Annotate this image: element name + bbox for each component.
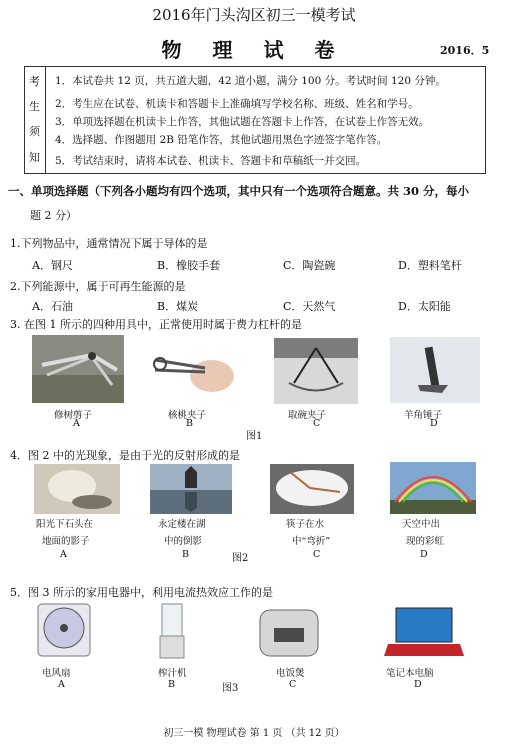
q4-caption-a-line2: 地面的影子	[42, 536, 90, 547]
q5-letter-d: D	[414, 679, 422, 690]
q4-caption-a-line1: 阳光下石头在	[36, 519, 94, 530]
q4-caption-b-line2: 中的倒影	[164, 536, 203, 547]
notice-side-char: 知	[29, 151, 40, 164]
q3-letter-a: A	[73, 418, 80, 429]
q4-caption-c-line1: 筷子在水	[286, 519, 325, 530]
q4-caption-c-line2: 中“弯折”	[292, 536, 331, 547]
q4-caption-d-line2: 现的彩虹	[406, 536, 445, 547]
question-2-stem: 2.下列能源中，属于可再生能源的是	[10, 280, 186, 293]
page-footer: 初三一模 物理试卷 第 1 页 （共 12 页）	[163, 728, 345, 739]
notice-line: 1．本试卷共 12 页，共五道大题，42 道小题，满分 100 分。考试时间 120 分钟。	[55, 75, 446, 87]
q3-letter-d: D	[430, 418, 438, 429]
q1-option-c: C．陶瓷碗	[283, 259, 336, 272]
lake-reflection-image	[150, 464, 232, 514]
q4-letter-c: C	[313, 549, 321, 560]
q2-option-a: A．石油	[32, 300, 73, 313]
stone-shadow-image	[34, 464, 120, 514]
exam-date: 2016．5	[440, 44, 490, 57]
q5-caption-b: 榨汁机	[158, 668, 187, 679]
question-3-stem: 3. 在图 1 所示的四种用具中，正常使用时属于费力杠杆的是	[10, 318, 302, 331]
chopsticks-water-image	[270, 464, 354, 514]
q5-caption-d: 笔记本电脑	[386, 668, 434, 679]
notice-line: 5．考试结束时，请将本试卷、机读卡、答题卡和草稿纸一并交回。	[55, 155, 367, 167]
q5-letter-a: A	[58, 679, 65, 690]
question-4-stem: 4．图 2 中的光现象，是由于光的反射形成的是	[10, 449, 240, 462]
figure-1-label: 图1	[246, 431, 263, 442]
q3-caption-d: 羊角锤子	[404, 410, 443, 421]
q2-option-b: B．煤炭	[157, 300, 199, 313]
notice-line: 3．单项选择题在机读卡上作答，其他试题在答题卡上作答，在试卷上作答无效。	[55, 116, 430, 128]
q5-letter-c: C	[289, 679, 297, 690]
notice-line: 4．选择题、作图题用 2B 铅笔作答，其他试题用黑色字迹签字笔作答。	[55, 134, 388, 146]
q4-caption-d-line1: 天空中出	[402, 519, 441, 530]
q2-option-c: C．天然气	[283, 300, 336, 313]
notice-side-char: 考	[29, 75, 40, 88]
question-1-stem: 1.下列物品中，通常情况下属于导体的是	[10, 237, 208, 250]
juicer-image	[152, 600, 192, 662]
section-heading: 一、单项选择题（下列各小题均有四个选项，其中只有一个选项符合题意。共 30 分，每小	[8, 184, 470, 198]
notice-side-char: 须	[29, 125, 40, 138]
figure-2-label: 图2	[232, 553, 249, 564]
figure-3-label: 图3	[222, 683, 239, 694]
notice-side-char: 生	[29, 100, 40, 113]
claw-hammer-image	[390, 337, 480, 403]
q5-caption-c: 电饭煲	[276, 668, 305, 679]
q1-option-d: D．塑料笔杆	[398, 259, 462, 272]
exam-notice-box	[24, 66, 486, 174]
notice-line: 2．考生应在试卷、机读卡和答题卡上准确填写学校名称、班级、姓名和学号。	[55, 98, 419, 110]
section-heading-cont: 题 2 分）	[30, 209, 77, 222]
notice-side-label	[25, 67, 46, 173]
q3-caption-c: 取碗夹子	[288, 410, 327, 421]
q3-caption-a: 修树剪子	[54, 410, 93, 421]
q2-option-d: D．太阳能	[398, 300, 451, 313]
q4-letter-a: A	[60, 549, 67, 560]
electric-fan-image	[34, 600, 94, 660]
q4-letter-d: D	[420, 549, 428, 560]
q3-letter-b: B	[186, 418, 193, 429]
rice-cooker-image	[256, 602, 322, 660]
question-5-stem: 5．图 3 所示的家用电器中，利用电流热效应工作的是	[10, 586, 273, 599]
q3-letter-c: C	[313, 418, 321, 429]
q3-caption-b: 核桃夹子	[168, 410, 207, 421]
subject-title: 物 理 试 卷	[161, 38, 347, 62]
q1-option-a: A．钢尺	[32, 259, 73, 272]
laptop-image	[382, 604, 464, 662]
rainbow-image	[390, 462, 476, 514]
q4-caption-b-line1: 永定楼在湖	[158, 519, 206, 530]
pruning-shears-image	[32, 335, 124, 403]
exam-title: 2016年门头沟区初三一模考试	[152, 6, 356, 24]
q1-option-b: B．橡胶手套	[157, 259, 221, 272]
q5-letter-b: B	[168, 679, 175, 690]
bowl-tongs-image	[274, 338, 358, 404]
q5-caption-a: 电风扇	[42, 668, 71, 679]
walnut-cracker-image	[150, 340, 238, 402]
q4-letter-b: B	[182, 549, 189, 560]
